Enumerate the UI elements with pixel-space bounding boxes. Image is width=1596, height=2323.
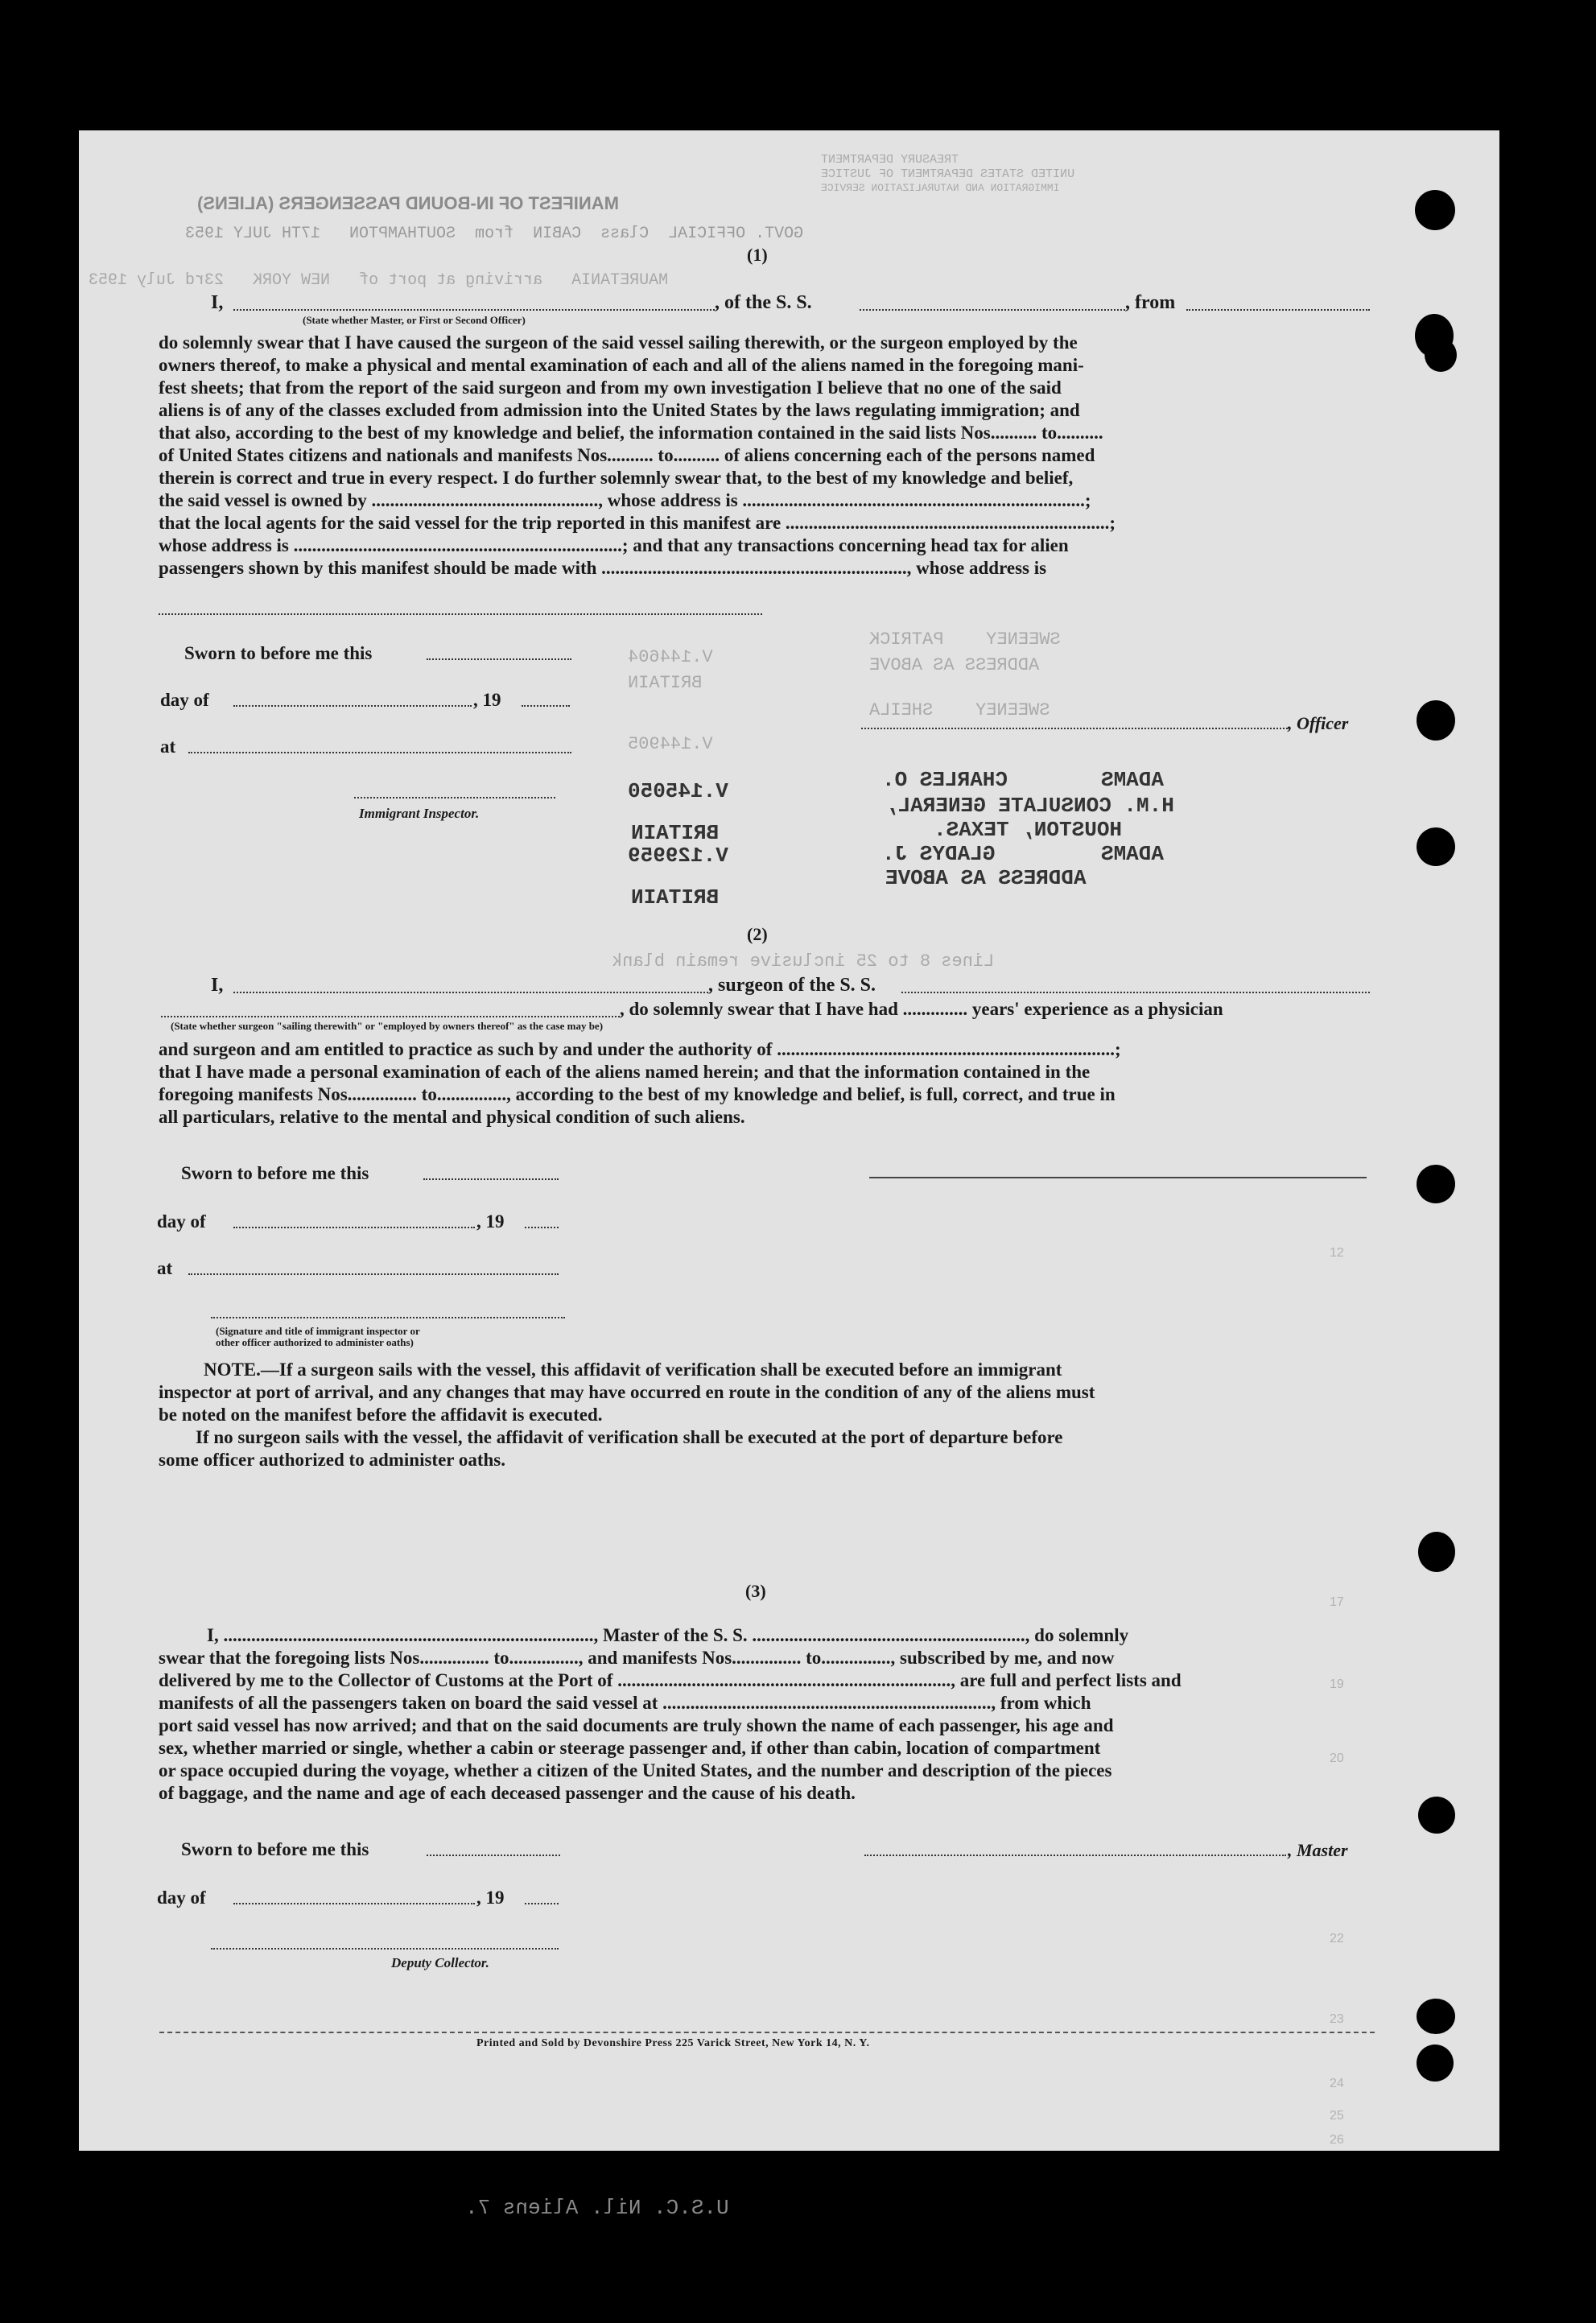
punch-hole — [1417, 700, 1455, 741]
officer-label: , Officer — [1288, 713, 1349, 733]
bleed-entry-2-nationality: BRITAIN — [631, 885, 720, 910]
section-3-paragraph — [159, 1624, 1374, 1805]
footer-rule — [159, 2032, 1375, 2033]
at-field[interactable] — [188, 752, 571, 753]
s2-sworn-field[interactable] — [423, 1178, 559, 1180]
paragraph-line: foregoing manifests Nos............... to..............., according to the best of my knowledge and belief, is full, correct, and true in — [159, 1084, 1116, 1104]
paragraph-line: therein is correct and true in every respect. I do further solemnly swear that, to the best of my knowledge and belief, — [159, 468, 1074, 488]
paragraph-line: port said vessel has now arrived; and that on the said documents are truly shown the name of each passenger, his age and — [159, 1715, 1114, 1735]
margin-number: 19 — [1330, 1677, 1344, 1691]
paragraph-line: do solemnly swear that I have caused the surgeon of the said vessel sailing therewith, or the surgeon employed by the — [159, 332, 1078, 353]
header-bleed-right-2: UNITED STATES DEPARTMENT OF JUSTICE — [821, 167, 1075, 181]
note-line: If no surgeon sails with the vessel, the affidavit of verification shall be executed at the port of departure before — [196, 1427, 1063, 1447]
section-1-number: (1) — [747, 245, 768, 265]
bleed-entry-1-address2: HOUSTON, TEXAS. — [934, 818, 1123, 842]
line1-I: I, — [211, 292, 224, 313]
officer-signature-field[interactable] — [861, 728, 1288, 729]
punch-hole — [1415, 190, 1455, 230]
s2-caption2: (Signature and title of immigrant inspector or — [216, 1325, 420, 1337]
sworn-label: Sworn to before me this — [184, 643, 373, 663]
paragraph-line: and surgeon and am entitled to practice as such by and under the authority of .........................................................................; — [159, 1039, 1121, 1059]
note-line: NOTE.—If a surgeon sails with the vessel, this affidavit of verification shall be executed before an immigrant — [204, 1360, 1062, 1380]
s3-sworn-field[interactable] — [427, 1855, 560, 1856]
bleed-entry-2-surname: ADAMS — [1101, 842, 1165, 866]
margin-number: 24 — [1330, 2077, 1344, 2090]
printer-line: Printed and Sold by Devonshire Press 225 Varick Street, New York 14, N. Y. — [476, 2037, 870, 2049]
s2-at: at — [157, 1258, 173, 1278]
bleed-faint: ADDRESS AS ABOVE — [869, 655, 1040, 675]
from-port-field[interactable] — [1186, 309, 1370, 311]
line1-caption: (State whether Master, or First or Second Officer) — [303, 314, 526, 326]
paragraph-line: delivered by me to the Collector of Customs at the Port of ........................................................................, are full and perfect lists and — [159, 1670, 1182, 1690]
bleed-faint: V.144604 — [628, 647, 713, 667]
s3-year: , 19 — [476, 1888, 505, 1908]
sworn-date-field[interactable] — [427, 658, 571, 660]
paragraph-line: aliens is of any of the classes excluded from admission into the United States by the laws regulating immigration; and — [159, 400, 1080, 420]
s3-day-of: day of — [157, 1888, 206, 1908]
header-bleed-title: MANIFEST OF IN-BOUND PASSENGERS (ALIENS) — [197, 193, 619, 213]
bleed-entry-2-number: V.129959 — [628, 844, 728, 868]
s2-caption: (State whether surgeon "sailing therewith" or "employed by owners thereof" as the case may be) — [171, 1020, 604, 1032]
s2-day-field[interactable] — [233, 1227, 475, 1228]
margin-number: 26 — [1330, 2133, 1344, 2147]
s2-surgeon-of: , surgeon of the S. S. — [708, 975, 876, 996]
s3-collector-field[interactable] — [211, 1948, 559, 1950]
s3-master-label: , Master — [1288, 1840, 1348, 1860]
section-3-number: (3) — [745, 1581, 766, 1601]
bleed-entry-1-surname: ADAMS — [1101, 768, 1165, 792]
bleed-faint: V.144905 — [628, 734, 713, 754]
s3-day-field[interactable] — [233, 1903, 475, 1904]
paragraph-line: whose address is .......................................................................; and that any transactions concerning head tax for alien — [159, 535, 1069, 555]
bleed-entry-2-address: ADDRESS AS ABOVE — [885, 866, 1087, 890]
punch-hole — [1417, 2044, 1454, 2082]
bleed-entry-2-given: GLADYS J. — [882, 842, 996, 866]
punch-hole — [1418, 1797, 1455, 1834]
bleed-entry-1-nationality: BRITAIN — [631, 821, 720, 845]
s2-vessel-field[interactable] — [901, 992, 1370, 993]
punch-hole — [1417, 1999, 1455, 2034]
section-2-paragraph — [159, 1038, 1374, 1128]
paragraph-line: swear that the foregoing lists Nos............... to..............., and manifests Nos............... to..............., subscribed by me, and now — [159, 1648, 1115, 1668]
section-2-number: (2) — [747, 924, 768, 944]
s2-swear-line: , do solemnly swear that I have had .............. years' experience as a physician — [620, 999, 1223, 1019]
s2-year: , 19 — [476, 1211, 505, 1232]
paragraph-line: passengers shown by this manifest should be made with .................................................................., whose address is — [159, 558, 1047, 578]
margin-number: 20 — [1330, 1752, 1344, 1765]
s3-year-field[interactable] — [525, 1903, 559, 1904]
note-line: be noted on the manifest before the affidavit is executed. — [159, 1405, 603, 1425]
header-bleed-right: TREASURY DEPARTMENT — [821, 153, 959, 167]
s2-caption2b: other officer authorized to administer oaths) — [216, 1336, 414, 1348]
margin-number: 17 — [1330, 1595, 1344, 1609]
s2-signature-line[interactable] — [869, 1177, 1367, 1178]
punch-hole — [1417, 827, 1455, 866]
paragraph-line: of United States citizens and nationals and manifests Nos.......... to.......... of aliens concerning each of the persons named — [159, 445, 1095, 465]
bottom-bleed: U.S.C. Nil. Aliens 7. — [465, 2196, 729, 2220]
day-of-label: day of — [160, 690, 209, 710]
s2-at-field[interactable] — [188, 1273, 559, 1275]
note-line: some officer authorized to administer oaths. — [159, 1450, 505, 1470]
paragraph-line: owners thereof, to make a physical and mental examination of each and all of the aliens named in the foregoing mani- — [159, 355, 1084, 375]
punch-hole — [1418, 1532, 1455, 1572]
paragraph-line: that the local agents for the said vessel for the trip reported in this manifest are ......................................................................; — [159, 513, 1116, 533]
note-block — [159, 1359, 1374, 1471]
line1-from: , from — [1125, 292, 1176, 313]
s2-I: I, — [211, 975, 224, 996]
s2-sworn-label: Sworn to before me this — [181, 1163, 369, 1183]
bleed-entry-1-given: CHARLES O. — [882, 768, 1008, 792]
line1-of-ss: , of the S. S. — [715, 292, 812, 313]
inspector-caption: Immigrant Inspector. — [359, 806, 480, 821]
bleed-faint: BRITAIN — [628, 673, 703, 693]
s3-master-signature-field[interactable] — [864, 1855, 1286, 1856]
paragraph-line: the said vessel is owned by ................................................., whose address is ..........................................................................; — [159, 490, 1091, 510]
paragraph-line: that also, according to the best of my knowledge and belief, the information contained in the said lists Nos.......... to.......... — [159, 423, 1103, 443]
paragraph-line: of baggage, and the name and age of each deceased passenger and the cause of his death. — [159, 1783, 856, 1803]
margin-number: 25 — [1330, 2109, 1344, 2123]
paragraph-line: fest sheets; that from the report of the said surgeon and from my own investigation I believe that no one of the said — [159, 378, 1062, 398]
bleed-entry-1-address: H.M. CONSULATE GENERAL, — [885, 794, 1174, 818]
s3-sworn-label: Sworn to before me this — [181, 1839, 369, 1859]
paragraph-line: manifests of all the passengers taken on board the said vessel at ......................................................................., from which — [159, 1693, 1091, 1713]
paragraph-line: that I have made a personal examination of each of the aliens named herein; and that the information contained in the — [159, 1062, 1091, 1082]
bleed-faint: SWEENEY SHEILA — [869, 700, 1050, 720]
margin-number: 23 — [1330, 2012, 1344, 2026]
passenger-tax-field[interactable] — [159, 613, 762, 615]
bleed-faint: Lines 8 to 25 inclusive remain blank — [612, 951, 995, 972]
year-label: , 19 — [473, 690, 501, 710]
bleed-entry-1-number: V.145050 — [628, 779, 728, 803]
bleed-faint: SWEENEY PATRICK — [869, 629, 1061, 650]
s3-deputy-caption: Deputy Collector. — [391, 1955, 489, 1970]
punch-hole — [1417, 1165, 1455, 1203]
s2-surgeon-name-field[interactable] — [233, 992, 708, 993]
master-officer-field[interactable] — [233, 309, 715, 311]
at-label: at — [160, 737, 176, 757]
paragraph-line: or space occupied during the voyage, whether a citizen of the United States, and the number and description of the pieces — [159, 1760, 1112, 1780]
day-of-field[interactable] — [233, 705, 472, 707]
paragraph-line: sex, whether married or single, whether a cabin or steerage passenger and, if other than cabin, location of compartment — [159, 1738, 1101, 1758]
margin-number: 22 — [1330, 1932, 1344, 1945]
s2-inspector-field[interactable] — [211, 1317, 565, 1318]
vessel-name-field[interactable] — [860, 309, 1125, 311]
header-bleed-right-3: IMMIGRATION AND NATURALIZATION SERVICE — [821, 182, 1060, 194]
header-bleed-arriving: MAURETANIA arriving at port of NEW YORK 23rd July 1953 — [89, 271, 669, 290]
header-bleed-fields: GOVT. OFFICIAL Class CABIN from SOUTHAMPTON 17TH JULY 1953 — [185, 225, 804, 243]
year-field[interactable] — [522, 705, 570, 707]
paragraph-line: I, ................................................................................, Master of the S. S. ..........................................................., do solemnly — [207, 1625, 1129, 1645]
note-line: inspector at port of arrival, and any changes that may have occurred en route in the condition of any of the aliens must — [159, 1382, 1095, 1402]
s2-day-of: day of — [157, 1211, 206, 1232]
s2-sailing-field[interactable] — [161, 1016, 620, 1017]
margin-number: 12 — [1330, 1246, 1344, 1260]
section-1-paragraph — [159, 332, 1374, 580]
s2-year-field[interactable] — [525, 1227, 559, 1228]
paragraph-line: all particulars, relative to the mental and physical condition of such aliens. — [159, 1107, 745, 1127]
inspector-signature-field[interactable] — [354, 797, 555, 798]
punch-hole — [1425, 338, 1457, 372]
